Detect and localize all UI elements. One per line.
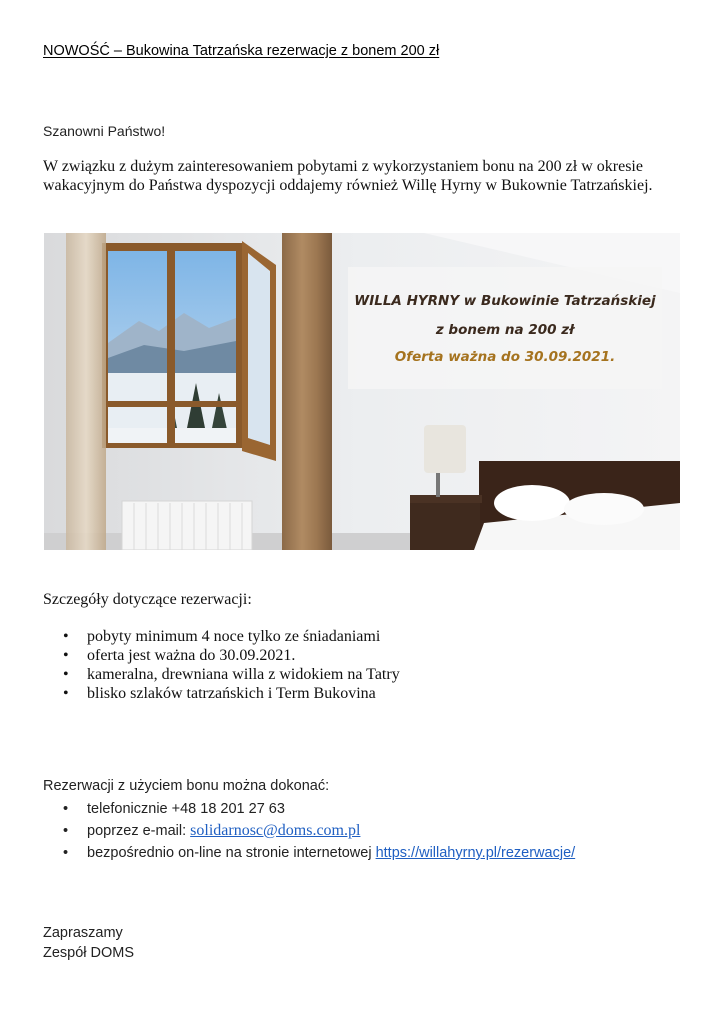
details-list: [43, 627, 400, 703]
banner-line-validity: Oferta ważna do 30.09.2021.: [394, 349, 616, 365]
banner-text-box: [348, 267, 662, 389]
reservation-heading: Rezerwacji z użyciem bonu można dokonać:: [43, 778, 330, 794]
reservation-list: [43, 798, 575, 864]
banner-line-villa-name: WILLA HYRNY w Bukowinie Tatrzańskiej: [354, 293, 656, 309]
list-item-phone: • telefonicznie +48 18 201 27 63: [43, 798, 575, 820]
list-item-email: [43, 820, 575, 842]
list-item: • blisko szlaków tatrzańskich i Term Bukovina: [43, 684, 400, 703]
greeting: Szanowni Państwo!: [43, 123, 166, 139]
promo-banner-image: [44, 233, 680, 550]
list-item-online: [43, 842, 575, 864]
list-item: • kameralna, drewniana willa z widokiem na Tatry: [43, 665, 400, 684]
document-title: NOWOŚĆ – Bukowina Tatrzańska rezerwacje z bonem 200 zł: [43, 43, 440, 59]
banner-line-voucher: z bonem na 200 zł: [435, 322, 575, 338]
reservation-url-link[interactable]: https://willahyrny.pl/rezerwacje/: [375, 845, 576, 861]
online-label: bezpośrednio on-line na stronie internetowej: [87, 845, 376, 861]
email-link[interactable]: solidarnosc@doms.com.pl: [190, 822, 361, 839]
list-item: • pobyty minimum 4 noce tylko ze śniadaniami: [43, 627, 400, 646]
closing-line: Zapraszamy: [43, 925, 123, 941]
email-label: poprzez e-mail:: [87, 823, 191, 839]
list-item: • oferta jest ważna do 30.09.2021.: [43, 646, 400, 665]
signature: Zespół DOMS: [43, 945, 135, 961]
intro-paragraph: W związku z dużym zainteresowaniem pobytami z wykorzystaniem bonu na 200 zł w okresie wakacyjnym do Państwa dyspozycji oddajemy również Willę Hyrny w Bukownie Tatrzańskiej.: [43, 158, 653, 194]
details-heading: Szczegóły dotyczące rezerwacji:: [43, 591, 252, 608]
